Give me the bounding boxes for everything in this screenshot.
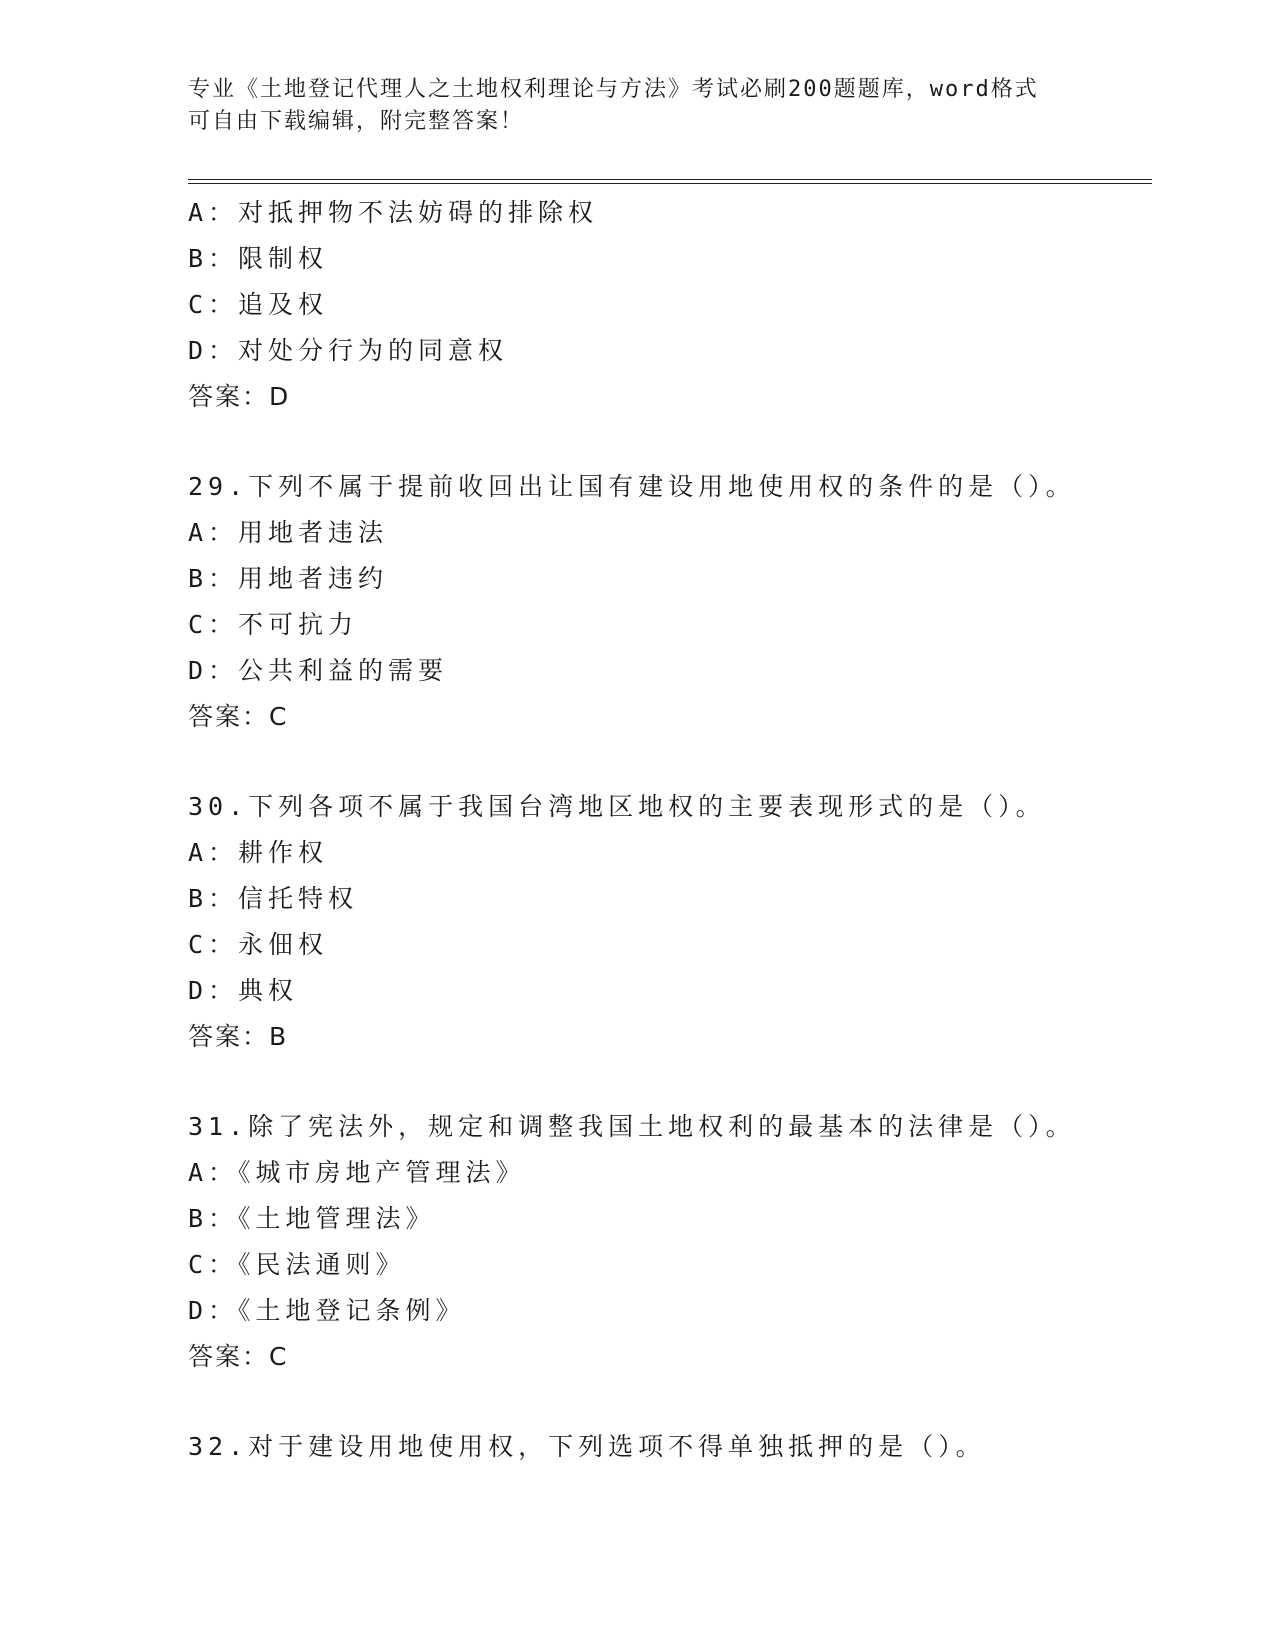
question-32 — [188, 1424, 1148, 1470]
option-b: B：用地者违约 — [188, 564, 389, 593]
question-28-continued — [188, 190, 1148, 420]
option-b: B：信托特权 — [188, 884, 359, 913]
header-line-1: 专业《土地登记代理人之土地权利理论与方法》考试必刷200题题库，word格式 — [188, 77, 1039, 102]
option-b: B：限制权 — [188, 244, 329, 273]
header-divider-bottom — [188, 183, 1152, 184]
option-d: D：典权 — [188, 976, 299, 1005]
header-line-2: 可自由下载编辑，附完整答案！ — [188, 109, 525, 134]
answer: 答案：C — [188, 1342, 289, 1371]
option-c: C：永佃权 — [188, 930, 329, 959]
question-31 — [188, 1104, 1148, 1380]
answer: 答案：B — [188, 1022, 289, 1051]
question-stem: 32.对于建设用地使用权，下列选项不得单独抵押的是（）。 — [188, 1432, 986, 1461]
option-c: C：《民法通则》 — [188, 1250, 406, 1279]
option-d: D：公共利益的需要 — [188, 656, 449, 685]
answer: 答案：D — [188, 382, 291, 411]
option-a: A：对抵押物不法妨碍的排除权 — [188, 198, 599, 227]
question-stem: 30.下列各项不属于我国台湾地区地权的主要表现形式的是（）。 — [188, 792, 1046, 821]
question-29 — [188, 464, 1148, 740]
option-a: A：用地者违法 — [188, 518, 389, 547]
option-a: A：耕作权 — [188, 838, 329, 867]
answer: 答案：C — [188, 702, 289, 731]
document-header — [188, 74, 1088, 138]
option-c: C：追及权 — [188, 290, 329, 319]
option-c: C：不可抗力 — [188, 610, 359, 639]
question-30 — [188, 784, 1148, 1060]
option-d: D：对处分行为的同意权 — [188, 336, 509, 365]
question-list — [188, 190, 1148, 1470]
option-b: B：《土地管理法》 — [188, 1204, 436, 1233]
option-d: D：《土地登记条例》 — [188, 1296, 466, 1325]
question-stem: 29.下列不属于提前收回出让国有建设用地使用权的条件的是（）。 — [188, 472, 1076, 501]
question-stem: 31.除了宪法外，规定和调整我国土地权利的最基本的法律是（）。 — [188, 1112, 1076, 1141]
option-a: A：《城市房地产管理法》 — [188, 1158, 526, 1187]
header-divider-top — [188, 179, 1152, 180]
